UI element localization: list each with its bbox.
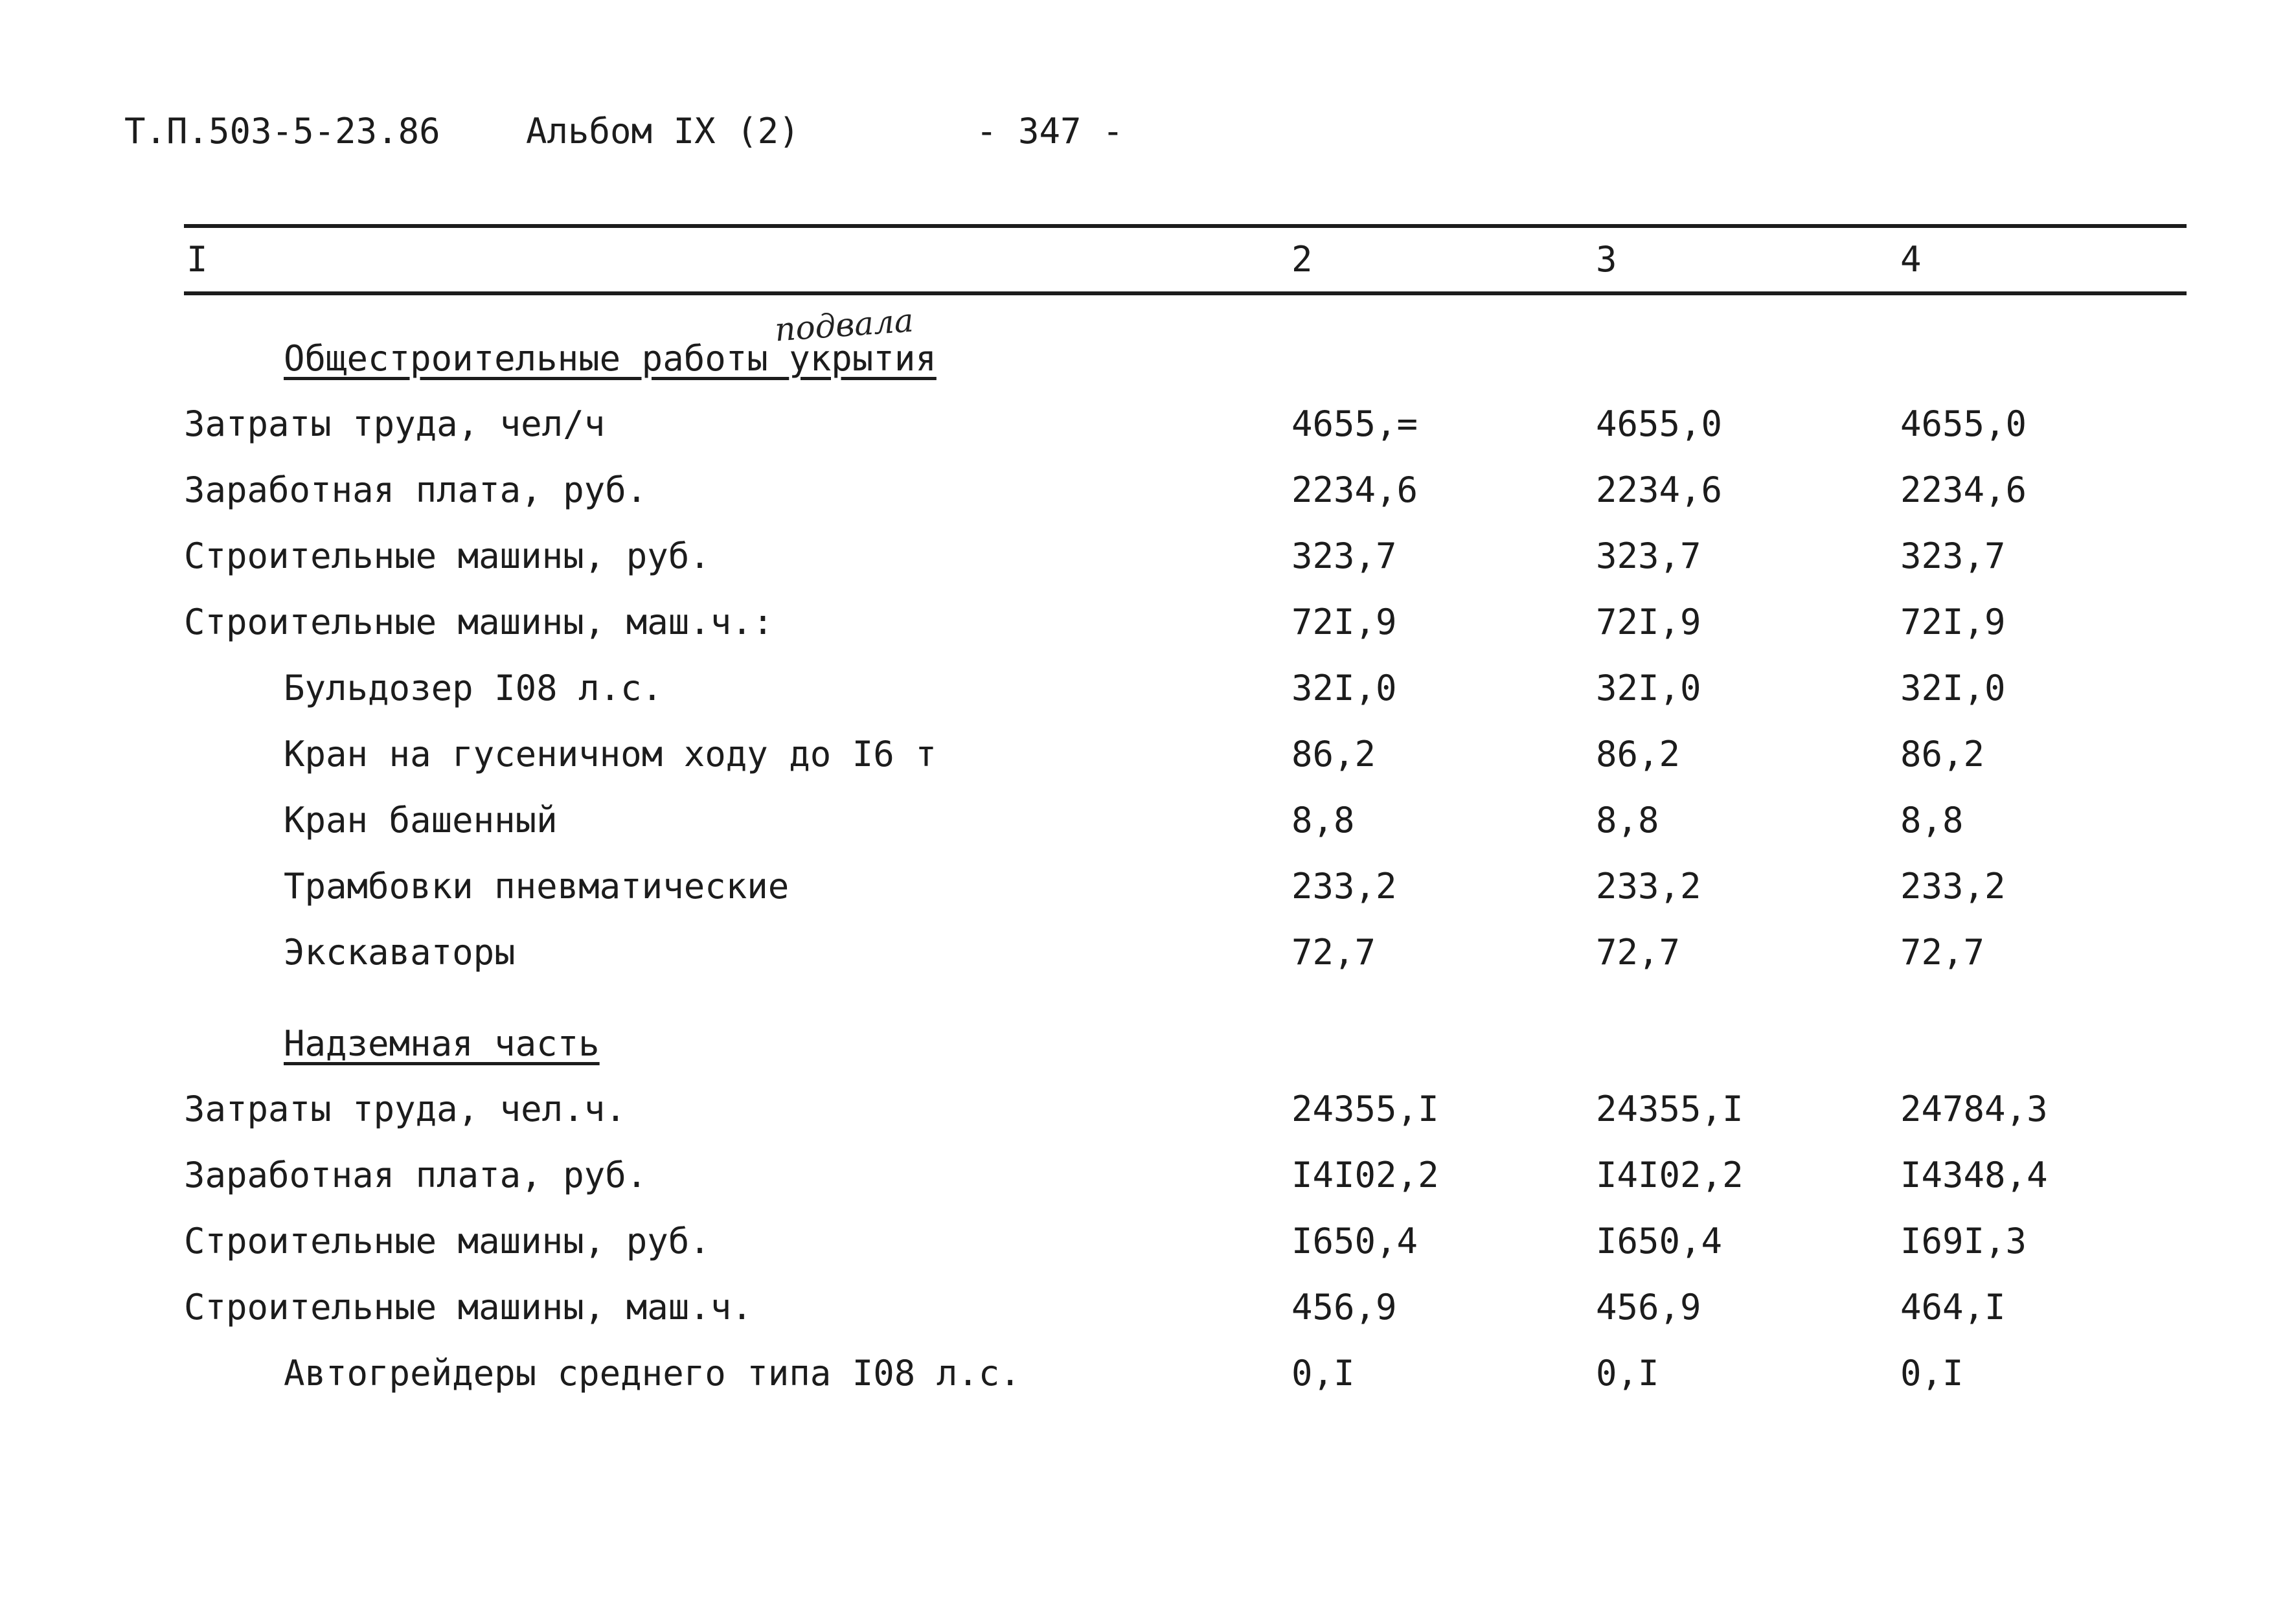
section-title (184, 301, 2187, 391)
table-row (184, 523, 2187, 589)
struck-out-word: укрытия (789, 338, 937, 379)
value-col-2: 2234,6 (1291, 469, 1418, 510)
table-section (184, 301, 2187, 986)
row-label: Кран башенный (284, 800, 558, 841)
value-col-4: 0,I (1900, 1353, 1964, 1394)
table-row (184, 721, 2187, 787)
value-col-4: 2234,6 (1900, 469, 2027, 510)
column-header-3: 3 (1596, 239, 1617, 280)
value-col-3: 233,2 (1596, 866, 1701, 907)
table-row (184, 457, 2187, 523)
value-col-4: 24784,3 (1900, 1089, 2048, 1129)
column-header-row (184, 228, 2187, 291)
value-col-3: 86,2 (1596, 734, 1681, 775)
row-label: Кран на гусеничном ходу до I6 т (284, 734, 937, 775)
table-row (184, 1142, 2187, 1208)
row-label: Строительные машины, маш.ч.: (184, 602, 774, 642)
value-col-4: I4348,4 (1900, 1155, 2048, 1195)
table-row (184, 655, 2187, 721)
value-col-2: I650,4 (1291, 1221, 1418, 1261)
value-col-3: 32I,0 (1596, 668, 1701, 708)
row-label: Заработная плата, руб. (184, 469, 648, 510)
value-col-2: 32I,0 (1291, 668, 1397, 708)
value-col-3: 4655,0 (1596, 403, 1723, 444)
value-col-4: 4655,0 (1900, 403, 2027, 444)
table-row (184, 391, 2187, 457)
table-row (184, 1340, 2187, 1407)
resource-table (184, 224, 2187, 1407)
row-label: Строительные машины, маш.ч. (184, 1287, 753, 1328)
value-col-4: 86,2 (1900, 734, 1985, 775)
value-col-4: 8,8 (1900, 800, 1964, 841)
value-col-2: 323,7 (1291, 536, 1397, 576)
value-col-4: 72I,9 (1900, 602, 2006, 642)
row-label: Бульдозер I08 л.с. (284, 668, 663, 708)
value-col-4: 233,2 (1900, 866, 2006, 907)
section-title-text: Общестроительные работы (284, 338, 790, 379)
section-title-text: Надземная часть (284, 1023, 600, 1064)
row-label: Затраты труда, чел.ч. (184, 1089, 626, 1129)
table-row (184, 920, 2187, 986)
value-col-2: 233,2 (1291, 866, 1397, 907)
value-col-2: 456,9 (1291, 1287, 1397, 1328)
value-col-3: I4I02,2 (1596, 1155, 1744, 1195)
value-col-2: I4I02,2 (1291, 1155, 1439, 1195)
table-section (184, 1012, 2187, 1407)
column-header-1: I (187, 239, 208, 280)
value-col-3: 323,7 (1596, 536, 1701, 576)
value-col-2: 0,I (1291, 1353, 1355, 1394)
table-row (184, 1208, 2187, 1274)
value-col-3: 24355,I (1596, 1089, 1744, 1129)
value-col-2: 24355,I (1291, 1089, 1439, 1129)
value-col-4: I69I,3 (1900, 1221, 2027, 1261)
row-label: Трамбовки пневматические (284, 866, 790, 907)
value-col-3: 456,9 (1596, 1287, 1701, 1328)
value-col-2: 86,2 (1291, 734, 1376, 775)
row-label: Экскаваторы (284, 932, 516, 973)
table-row (184, 589, 2187, 655)
table-row (184, 854, 2187, 920)
row-label: Строительные машины, руб. (184, 1221, 710, 1261)
row-label: Автогрейдеры среднего типа I08 л.с. (284, 1353, 1021, 1394)
album-label: Альбом IX (2) (526, 111, 800, 152)
table-row (184, 1274, 2187, 1340)
header-bottom-rule (184, 291, 2187, 295)
document-code: Т.П.503-5-23.86 (124, 111, 440, 152)
table-row (184, 1076, 2187, 1142)
value-col-2: 8,8 (1291, 800, 1355, 841)
column-header-4: 4 (1900, 239, 1922, 280)
table-row (184, 787, 2187, 854)
value-col-3: 0,I (1596, 1353, 1659, 1394)
value-col-2: 4655,= (1291, 403, 1418, 444)
value-col-3: 8,8 (1596, 800, 1659, 841)
value-col-4: 464,I (1900, 1287, 2006, 1328)
value-col-4: 72,7 (1900, 932, 1985, 973)
table-body (184, 301, 2187, 1407)
handwritten-correction: подвала (773, 301, 915, 349)
value-col-2: 72,7 (1291, 932, 1376, 973)
section-title (184, 1012, 2187, 1076)
value-col-4: 323,7 (1900, 536, 2006, 576)
row-label: Строительные машины, руб. (184, 536, 710, 576)
value-col-2: 72I,9 (1291, 602, 1397, 642)
value-col-3: 2234,6 (1596, 469, 1723, 510)
value-col-3: 72,7 (1596, 932, 1681, 973)
value-col-3: 72I,9 (1596, 602, 1701, 642)
value-col-4: 32I,0 (1900, 668, 2006, 708)
row-label: Заработная плата, руб. (184, 1155, 648, 1195)
row-label: Затраты труда, чел/ч (184, 403, 606, 444)
column-header-2: 2 (1291, 239, 1313, 280)
page-number: - 347 - (976, 111, 1124, 152)
value-col-3: I650,4 (1596, 1221, 1723, 1261)
